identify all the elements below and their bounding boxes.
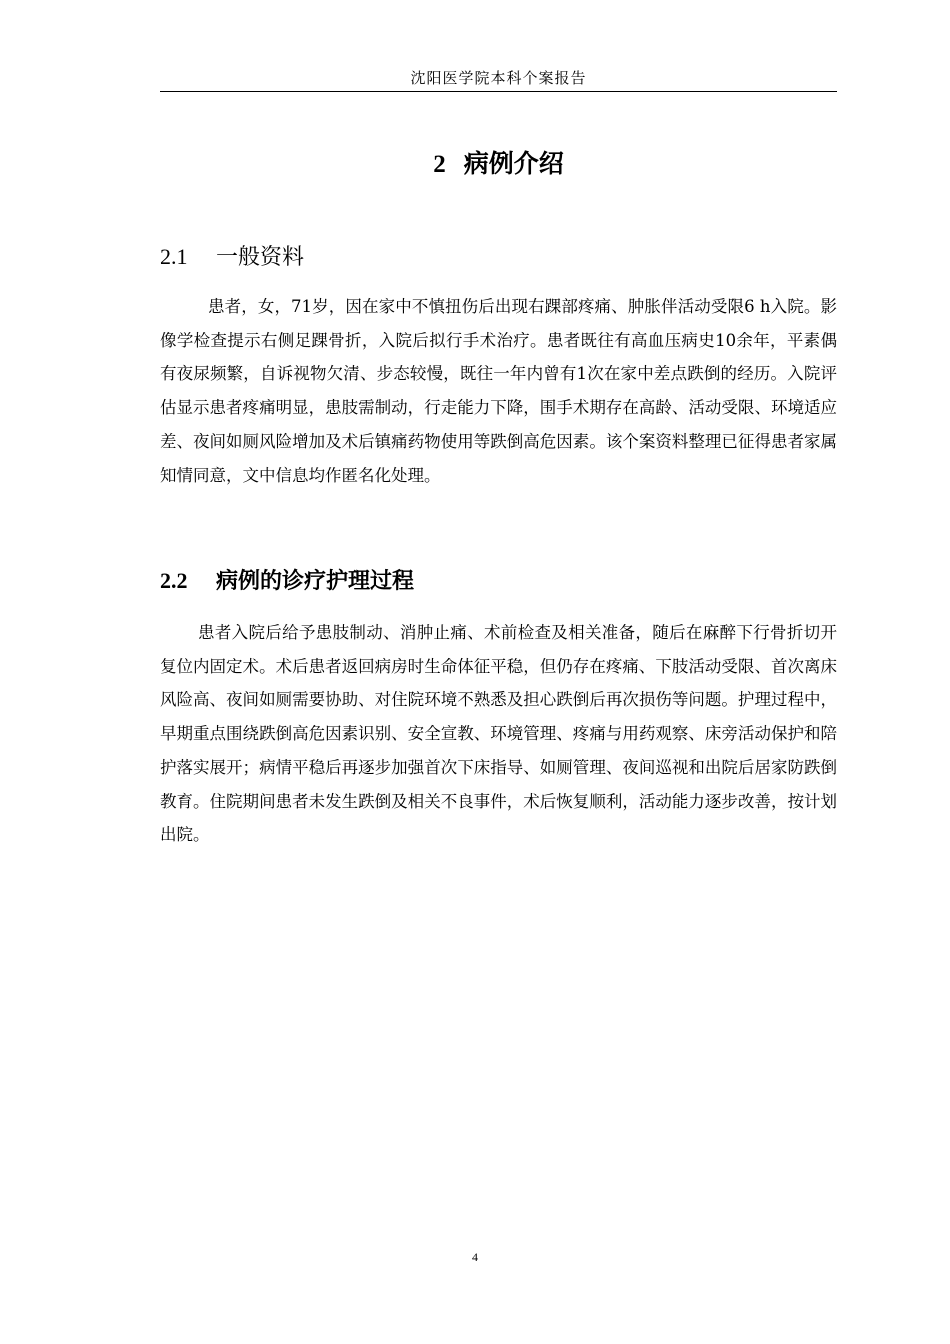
page-number: 4 [472,1250,478,1264]
header-rule [160,91,837,92]
section-heading-2-1 [160,240,304,275]
running-header: 沈阳医学院本科个案报告 [410,69,587,87]
section-paragraph-2-1: 患者，女，71岁，因在家中不慎扭伤后出现右踝部疼痛、肿胀伴活动受限6 h入院。影像学检查提示右侧足踝骨折，入院后拟行手术治疗。患者既往有高血压病史10余年，平素偶有夜尿频繁，自诉视物欠清、步态较慢，既往一年内曾有1次在家中差点跌倒的经历。入院评估显示患者疼痛明显，患肢需制动，行走能力下降，围手术期存在高龄、活动受限、环境适应差、夜间如厕风险增加及术后镇痛药物使用等跌倒高危因素。该个案资料整理已征得患者家属知情同意，文中信息均作匿名化处理。 [160,297,837,485]
section-number: 2.2 [160,568,188,593]
section-paragraph-2-2: 患者入院后给予患肢制动、消肿止痛、术前检查及相关准备，随后在麻醉下行骨折切开复位内固定术。术后患者返回病房时生命体征平稳，但仍存在疼痛、下肢活动受限、首次离床风险高、夜间如厕需要协助、对住院环境不熟悉及担心跌倒后再次损伤等问题。护理过程中，早期重点围绕跌倒高危因素识别、安全宣教、环境管理、疼痛与用药观察、床旁活动保护和陪护落实展开；病情平稳后再逐步加强首次下床指导、如厕管理、夜间巡视和出院后居家防跌倒教育。住院期间患者未发生跌倒及相关不良事件，术后恢复顺利，活动能力逐步改善，按计划出院。 [160,623,837,845]
chapter-title [160,146,837,183]
section-number: 2.1 [160,244,188,269]
chapter-title-text: 病例介绍 [463,149,564,178]
chapter-number: 2 [433,151,446,178]
section-title: 病例的诊疗护理过程 [216,569,415,594]
section-title: 一般资料 [216,245,305,270]
section-heading-2-2 [160,564,414,599]
